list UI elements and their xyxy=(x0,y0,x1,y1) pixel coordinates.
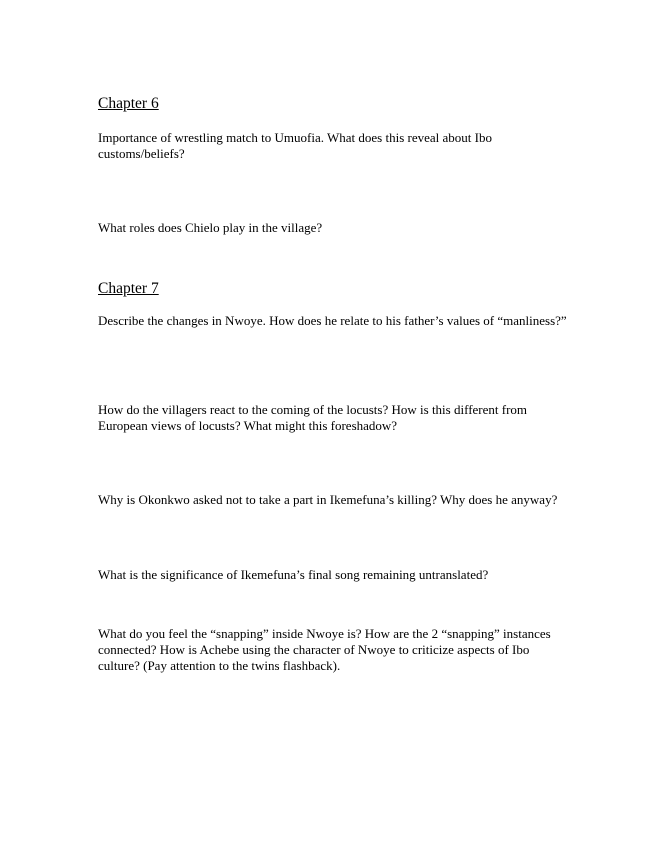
question: What do you feel the “snapping” inside Nwoye is? How are the 2 “snapping” instances connected? How is Achebe using the character of Nwoye to criticize aspects of Ibo culture? (Pay attention to the twins flashback). xyxy=(98,626,551,673)
question: Why is Okonkwo asked not to take a part in Ikemefuna’s killing? Why does he anyway? xyxy=(98,492,558,507)
question: Importance of wrestling match to Umuofia. What does this reveal about Ibo customs/beliefs? xyxy=(98,130,492,161)
question: What is the significance of Ikemefuna’s final song remaining untranslated? xyxy=(98,567,489,582)
question: What roles does Chielo play in the village? xyxy=(98,220,323,235)
chapter-heading: Chapter 6 xyxy=(98,95,159,112)
question: How do the villagers react to the coming of the locusts? How is this different from European views of locusts? What might this foreshadow? xyxy=(98,402,528,433)
chapter-heading: Chapter 7 xyxy=(98,280,159,297)
question: Describe the changes in Nwoye. How does he relate to his father’s values of “manliness?” xyxy=(98,313,567,328)
